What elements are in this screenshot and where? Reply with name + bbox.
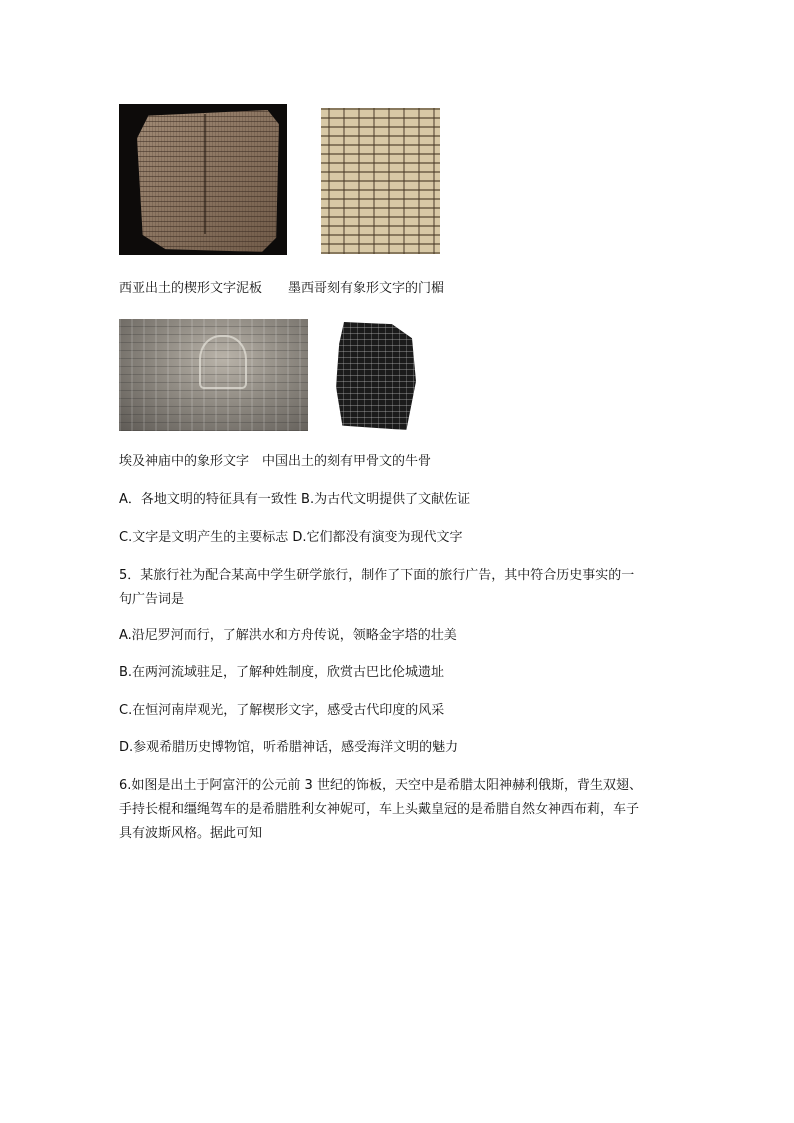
q5-option-c: C.在恒河南岸观光，了解楔形文字，感受古代印度的风采 [119,703,445,718]
q5-stem-line1: 5．某旅行社为配合某高中学生研学旅行，制作了下面的旅行广告，其中符合历史事实的一 [119,568,635,583]
q5-option-d: D.参观希腊历史博物馆，听希腊神话，感受海洋文明的魅力 [119,740,459,755]
cuneiform-clay-tablet-image [119,104,287,255]
q4-options-line1: A．各地文明的特征具有一致性 B.为古代文明提供了文献佐证 [119,492,471,507]
egyptian-temple-hieroglyph-image [119,319,308,431]
q6-stem-line1: 6.如图是出土于阿富汗的公元前 3 世纪的饰板，天空中是希腊太阳神赫利俄斯，背生双翅、 [119,778,642,793]
mexican-hieroglyph-lintel-image [321,108,440,254]
oracle-bone-image [334,320,418,432]
q4-options-line2: C.文字是文明产生的主要标志 D.它们都没有演变为现代文字 [119,530,463,545]
q5-option-b: B.在两河流域驻足，了解种姓制度，欣赏古巴比伦城遗址 [119,665,445,680]
q6-stem-line3: 具有波斯风格。据此可知 [119,826,263,841]
q6-stem-line2: 手持长棍和缰绳驾车的是希腊胜利女神妮可，车上头戴皇冠的是希腊自然女神西布莉，车子 [119,802,640,817]
image-caption-row1: 西亚出土的楔形文字泥板 墨西哥刻有象形文字的门楣 [119,281,445,296]
q5-option-a: A.沿尼罗河而行，了解洪水和方舟传说，领略金字塔的壮美 [119,628,457,643]
q5-stem-line2: 句广告词是 [119,592,185,607]
image-caption-row2: 埃及神庙中的象形文字 中国出土的刻有甲骨文的牛骨 [119,454,432,469]
